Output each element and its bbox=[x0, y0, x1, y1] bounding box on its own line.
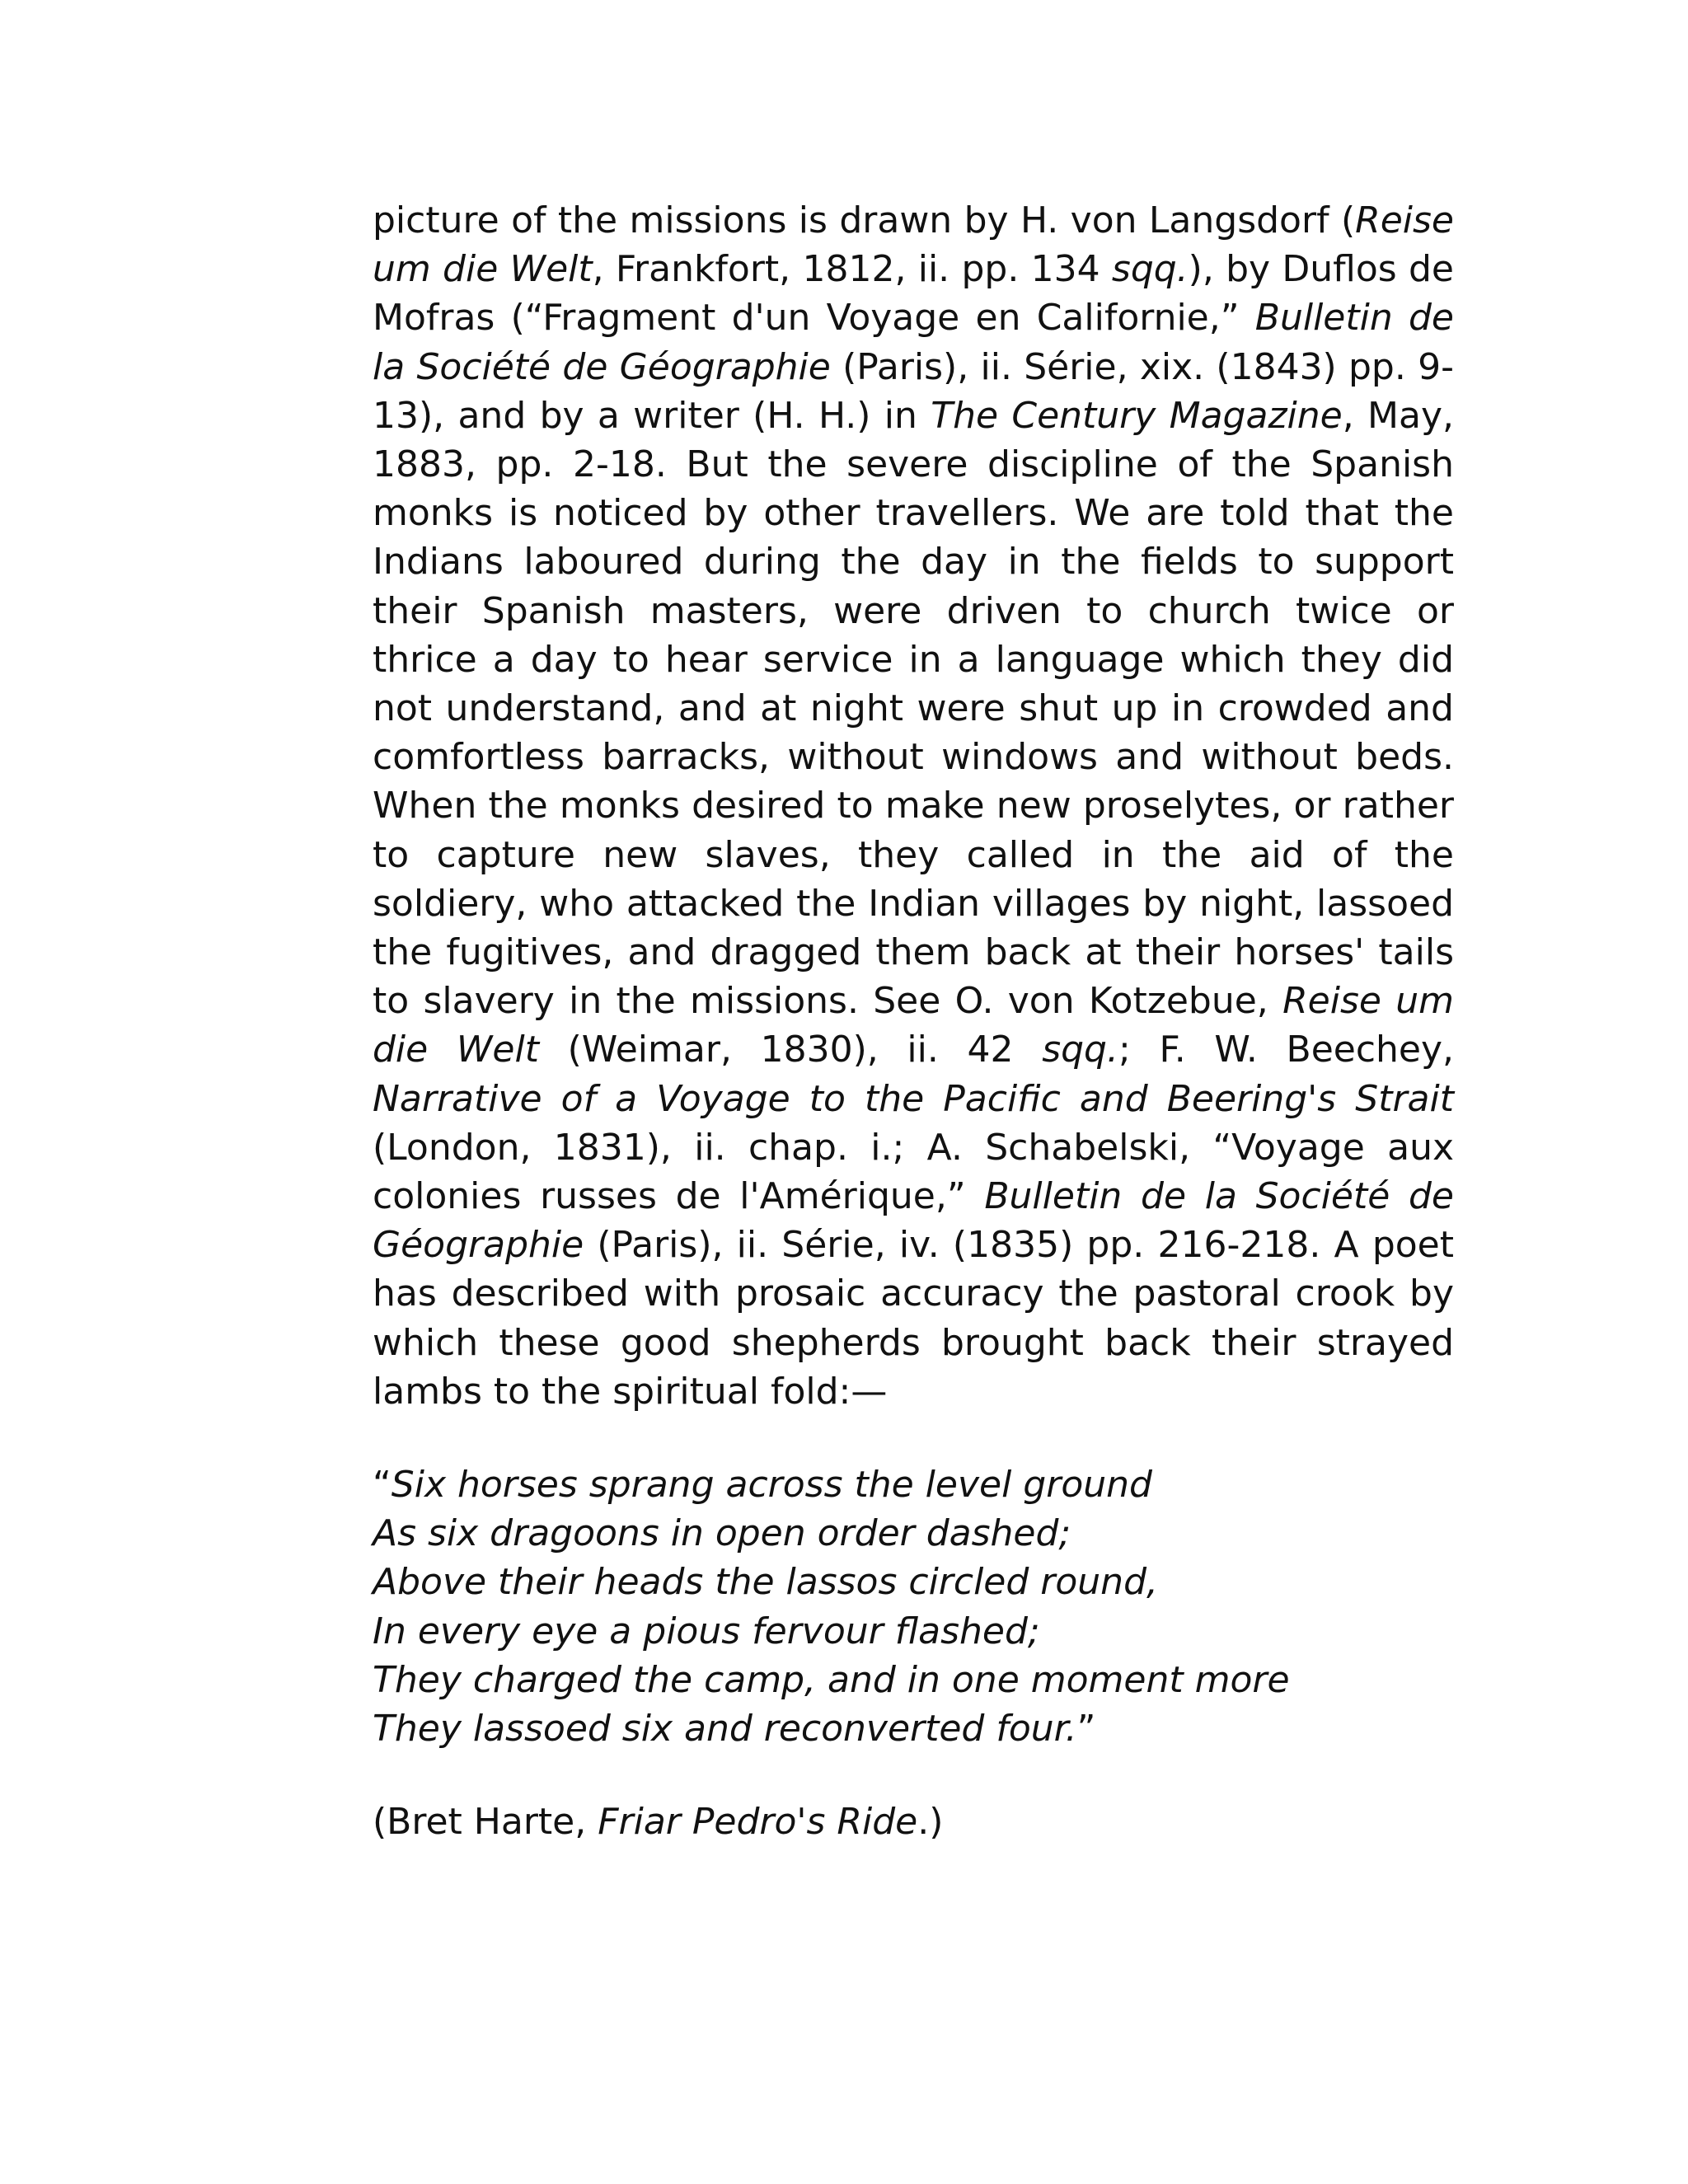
text-run: (London, 1831), ii. chap. i.; A. Schabelski, “Voyage aux colonies russes de l'Amérique,” bbox=[373, 1126, 1454, 1218]
opening-quote-mark: “ bbox=[373, 1464, 392, 1507]
poem-line: They charged the camp, and in one moment more bbox=[373, 1658, 1290, 1701]
poem-line: As six dragoons in open order dashed; bbox=[373, 1512, 1071, 1555]
text-run: ; F. W. Beechey, bbox=[1118, 1029, 1455, 1071]
text-run: picture of the missions is drawn by H. von Langsdorf ( bbox=[373, 199, 1356, 241]
citation-prefix: (Bret Harte, bbox=[373, 1801, 598, 1844]
text-run: (Weimar, 1830), ii. 42 bbox=[538, 1029, 1043, 1071]
text-run: (Paris), ii. Série, iv. (1835) pp. 216-218. A poet has described with prosaic accuracy the pastoral crook by which these good shepherds brought back their strayed lambs to the spiritual fold:— bbox=[373, 1224, 1454, 1413]
italic-run: Bulletin de la Société de Géographie bbox=[373, 1175, 1454, 1267]
closing-quote-mark: ” bbox=[1076, 1708, 1096, 1750]
poem-quote bbox=[373, 1460, 1454, 1753]
text-run: (Paris), ii. Série, xix. (1843) pp. 9-13), and by a writer (H. H.) in bbox=[373, 345, 1454, 437]
italic-run: sqq. bbox=[1042, 1029, 1118, 1071]
poem-line: They lassoed six and reconverted four.” bbox=[373, 1708, 1096, 1750]
italic-run: sqq. bbox=[1111, 248, 1189, 291]
poem-line: Above their heads the lassos circled round, bbox=[373, 1561, 1158, 1604]
citation-suffix: .) bbox=[917, 1801, 944, 1844]
text-run: , May, 1883, pp. 2-18. But the severe discipline of the Spanish monks is noticed by other travellers. We are told that the Indians laboured during the day in the fields to support their Spanish masters, were driven to church twice or thrice a day to hear service in a language which they did not understand, and at night were shut up in crowded and comfortless barracks, without windows and without beds. When the monks desired to make new proselytes, or rather to capture new slaves, they called in the aid of the soldiery, who attacked the Indian villages by night, lassoed the fugitives, and dragged them back at their horses' tails to slavery in the missions. See O. von Kotzebue, bbox=[373, 394, 1454, 1023]
text-run: , Frankfort, 1812, ii. pp. 134 bbox=[592, 248, 1112, 291]
italic-run: Narrative of a Voyage to the Pacific and Beering's Strait bbox=[373, 1077, 1454, 1120]
text-run: ), by Duflos de Mofras (“Fragment d'un Voyage en Californie,” bbox=[373, 248, 1455, 340]
poem-citation bbox=[373, 1797, 1454, 1846]
italic-run: The Century Magazine bbox=[931, 394, 1343, 437]
poem-line: In every eye a pious fervour flashed; bbox=[373, 1610, 1040, 1652]
poem-line: “Six horses sprang across the level ground bbox=[373, 1464, 1152, 1507]
italic-run: Reise um die Welt bbox=[373, 199, 1454, 291]
italic-run: Bulletin de la Société de Géographie bbox=[373, 297, 1454, 388]
citation-title: Friar Pedro's Ride bbox=[598, 1801, 918, 1844]
document-page bbox=[373, 196, 1454, 1847]
italic-run: Reise um die Welt bbox=[373, 980, 1454, 1071]
body-paragraph bbox=[373, 196, 1454, 1416]
